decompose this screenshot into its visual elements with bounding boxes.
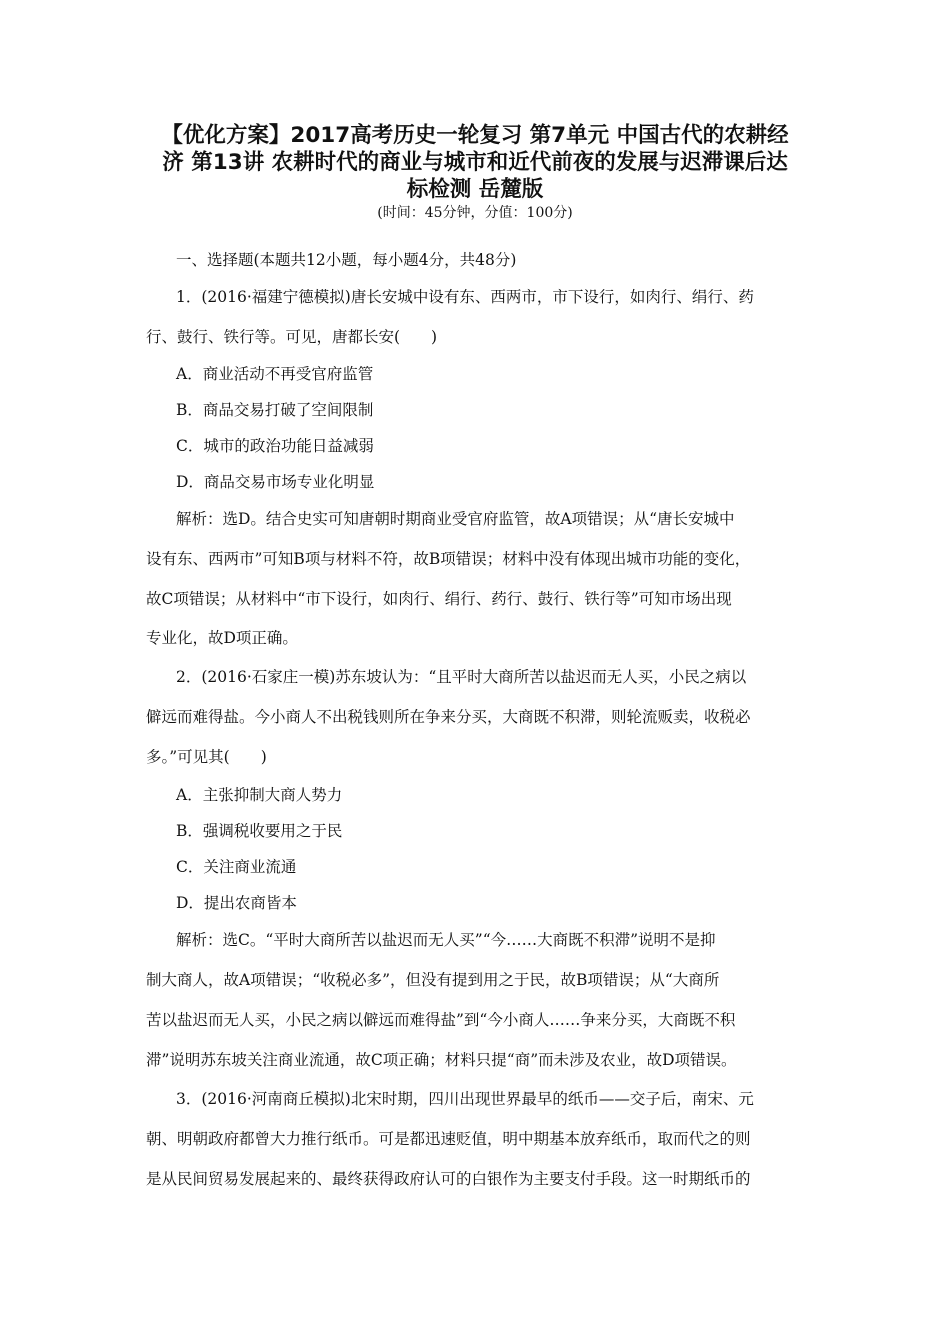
question-1-analysis-line: 解析：选D。结合史实可知唐朝时期商业受官府监管，故A项错误；从“唐长安城中 — [176, 510, 735, 528]
title-line: 【优化方案】2017高考历史一轮复习 第7单元 中国古代的农耕经 — [161, 123, 789, 148]
question-1-option-b: B．商品交易打破了空间限制 — [176, 401, 374, 419]
question-2-analysis-line: 制大商人，故A项错误；“收税必多”，但没有提到用之于民，故B项错误；从“大商所 — [146, 971, 720, 989]
question-2-stem-line: 2．(2016·石家庄一模)苏东坡认为：“且平时大商所苦以盐迟而无人买，小民之病以 — [176, 668, 747, 686]
question-2-stem-line: 僻远而难得盐。今小商人不出税钱则所在争来分买，大商既不积滞，则轮流贩卖，收税必 — [146, 708, 751, 726]
question-2-analysis-line: 苦以盐迟而无人买，小民之病以僻远而难得盐”到“今小商人……争来分买，大商既不积 — [146, 1011, 736, 1029]
section-heading: 一、选择题(本题共12小题，每小题4分，共48分) — [176, 251, 517, 269]
question-1-option-a: A．商业活动不再受官府监管 — [176, 365, 374, 383]
question-2-option-c: C．关注商业流通 — [176, 858, 297, 876]
question-2-option-d: D．提出农商皆本 — [176, 894, 297, 912]
document-title — [120, 122, 830, 203]
question-2-stem-line: 多。”可见其( ) — [146, 748, 267, 766]
question-2-option-b: B．强调税收要用之于民 — [176, 822, 343, 840]
question-2-option-a: A．主张抑制大商人势力 — [176, 786, 343, 804]
question-2-analysis-line: 解析：选C。“平时大商所苦以盐迟而无人买”“今……大商既不积滞”说明不是抑 — [176, 931, 716, 949]
question-3-stem-line: 3．(2016·河南商丘模拟)北宋时期，四川出现世界最早的纸币——交子后，南宋、元 — [176, 1090, 754, 1108]
question-1-analysis-line: 故C项错误；从材料中“市下设行，如肉行、绢行、药行、鼓行、铁行等”可知市场出现 — [146, 590, 732, 608]
question-1-option-c: C．城市的政治功能日益减弱 — [176, 437, 374, 455]
question-2-analysis-line: 滞”说明苏东坡关注商业流通，故C项正确；材料只提“商”而未涉及农业，故D项错误。 — [146, 1051, 737, 1069]
question-1-stem-line: 1．(2016·福建宁德模拟)唐长安城中设有东、西两市，市下设行，如肉行、绢行、药 — [176, 288, 754, 306]
question-3-stem-line: 是从民间贸易发展起来的、最终获得政府认可的白银作为主要支付手段。这一时期纸币的 — [146, 1170, 751, 1188]
question-3-stem-line: 朝、明朝政府都曾大力推行纸币。可是都迅速贬值，明中期基本放弃纸币，取而代之的则 — [146, 1130, 751, 1148]
question-1-analysis-line: 设有东、西两市”可知B项与材料不符，故B项错误；材料中没有体现出城市功能的变化， — [146, 550, 751, 568]
title-line: 济 第13讲 农耕时代的商业与城市和近代前夜的发展与迟滞课后达 — [162, 150, 788, 175]
title-line: 标检测 岳麓版 — [406, 177, 544, 202]
question-1-stem-line: 行、鼓行、铁行等。可见，唐都长安( ) — [146, 328, 438, 346]
time-score-info: (时间：45分钟，分值：100分) — [377, 205, 573, 221]
question-1-analysis-line: 专业化，故D项正确。 — [146, 629, 298, 647]
question-1-option-d: D．商品交易市场专业化明显 — [176, 473, 375, 491]
